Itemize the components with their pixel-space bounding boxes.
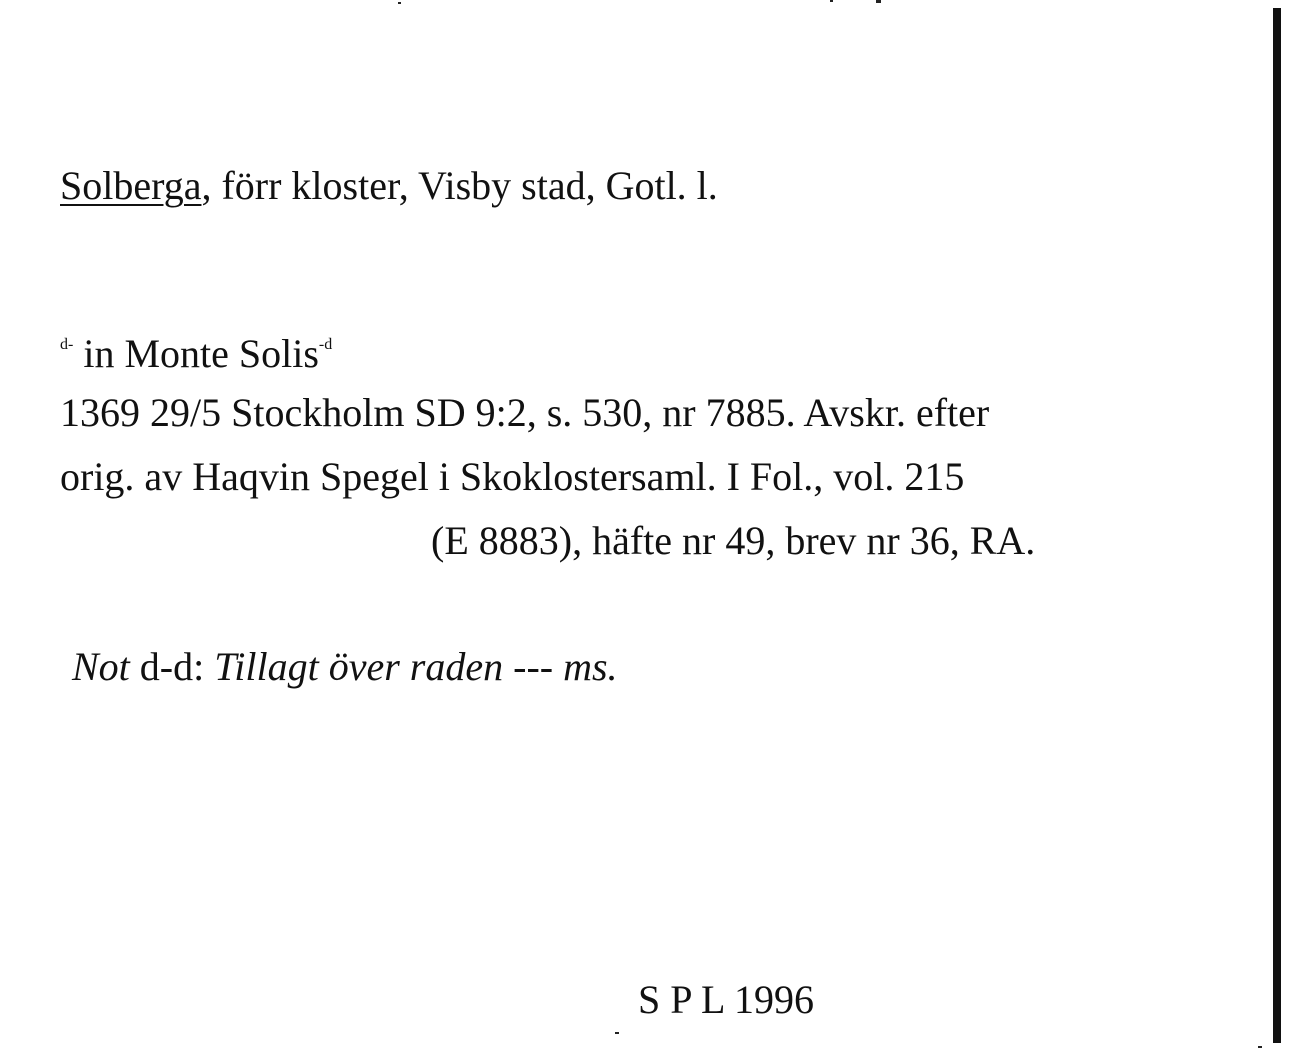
note-text: Tillagt över raden --- ms. <box>214 644 618 689</box>
note-ref: d-d: <box>129 644 215 689</box>
scan-speck <box>830 0 833 2</box>
marker-start: d- <box>60 336 74 353</box>
marker-end: -d <box>318 336 333 353</box>
citation-line-3: (E 8883), häfte nr 49, brev nr 36, RA. <box>431 518 1036 563</box>
scan-speck <box>398 2 401 4</box>
header-line <box>60 162 718 210</box>
scan-speck <box>615 1032 619 1034</box>
scan-speck <box>1258 1046 1262 1048</box>
scan-speck <box>876 0 881 3</box>
place-name: Solberga <box>60 163 202 208</box>
text-entry-phrase: in Monte Solis <box>73 331 319 376</box>
signature: S P L 1996 <box>638 977 814 1022</box>
note-line <box>72 643 618 691</box>
citation-line-2: orig. av Haqvin Spegel i Skoklostersaml. I Fol., vol. 215 <box>60 454 965 499</box>
card-edge-line <box>1273 8 1281 1043</box>
citation-line-1: 1369 29/5 Stockholm SD 9:2, s. 530, nr 7885. Avskr. efter <box>60 390 990 435</box>
place-description: , förr kloster, Visby stad, Gotl. l. <box>201 163 718 208</box>
note-label: Not <box>72 644 130 689</box>
text-entry-line <box>60 330 332 387</box>
